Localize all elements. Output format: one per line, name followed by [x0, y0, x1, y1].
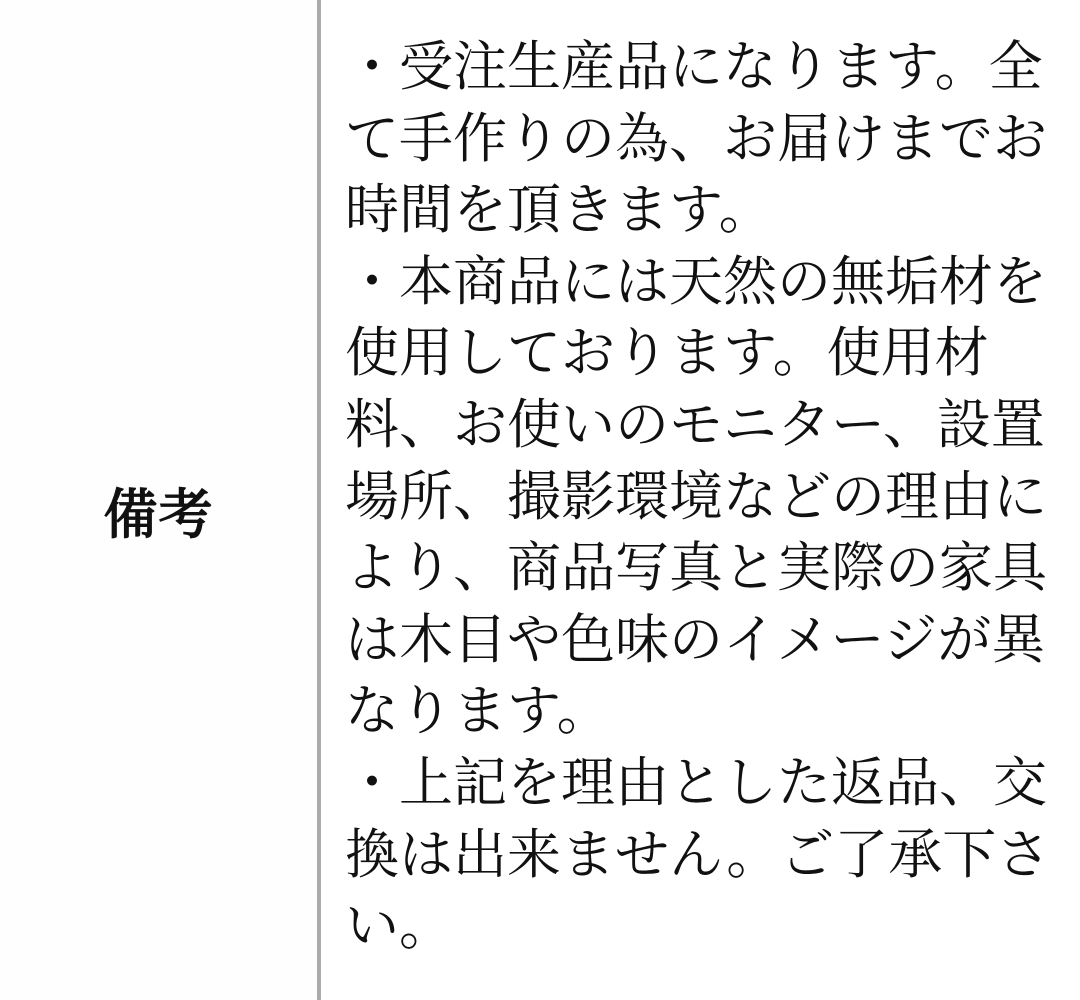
remarks-text-line: より、商品写真と実際の家具: [345, 538, 1047, 599]
remarks-text-line: ・本商品には天然の無垢材を: [345, 251, 1047, 312]
remarks-text-line: 場所、撮影環境などの理由に: [345, 466, 1047, 527]
remarks-text-line: い。: [345, 896, 453, 957]
remarks-text-line: て手作りの為、お届けまでお: [345, 108, 1047, 169]
remarks-content-cell: [321, 0, 1080, 1000]
remarks-text-line: ・上記を理由とした返品、交: [345, 752, 1047, 813]
remarks-text-line: 換は出来ません。ご了承下さ: [345, 824, 1051, 885]
remarks-text-line: なります。: [345, 681, 611, 742]
remarks-text-line: 時間を頂きます。: [345, 180, 773, 241]
remarks-text-line: 使用しております。使用材: [345, 323, 989, 384]
remarks-header-label: 備考: [103, 484, 214, 545]
remarks-text-line: 料、お使いのモニター、設置: [345, 394, 1045, 455]
remarks-header-cell: [0, 0, 321, 1000]
remarks-text-line: ・受注生産品になります。全: [345, 37, 1043, 97]
remarks-text-line: は木目や色味のイメージが異: [345, 609, 1046, 670]
